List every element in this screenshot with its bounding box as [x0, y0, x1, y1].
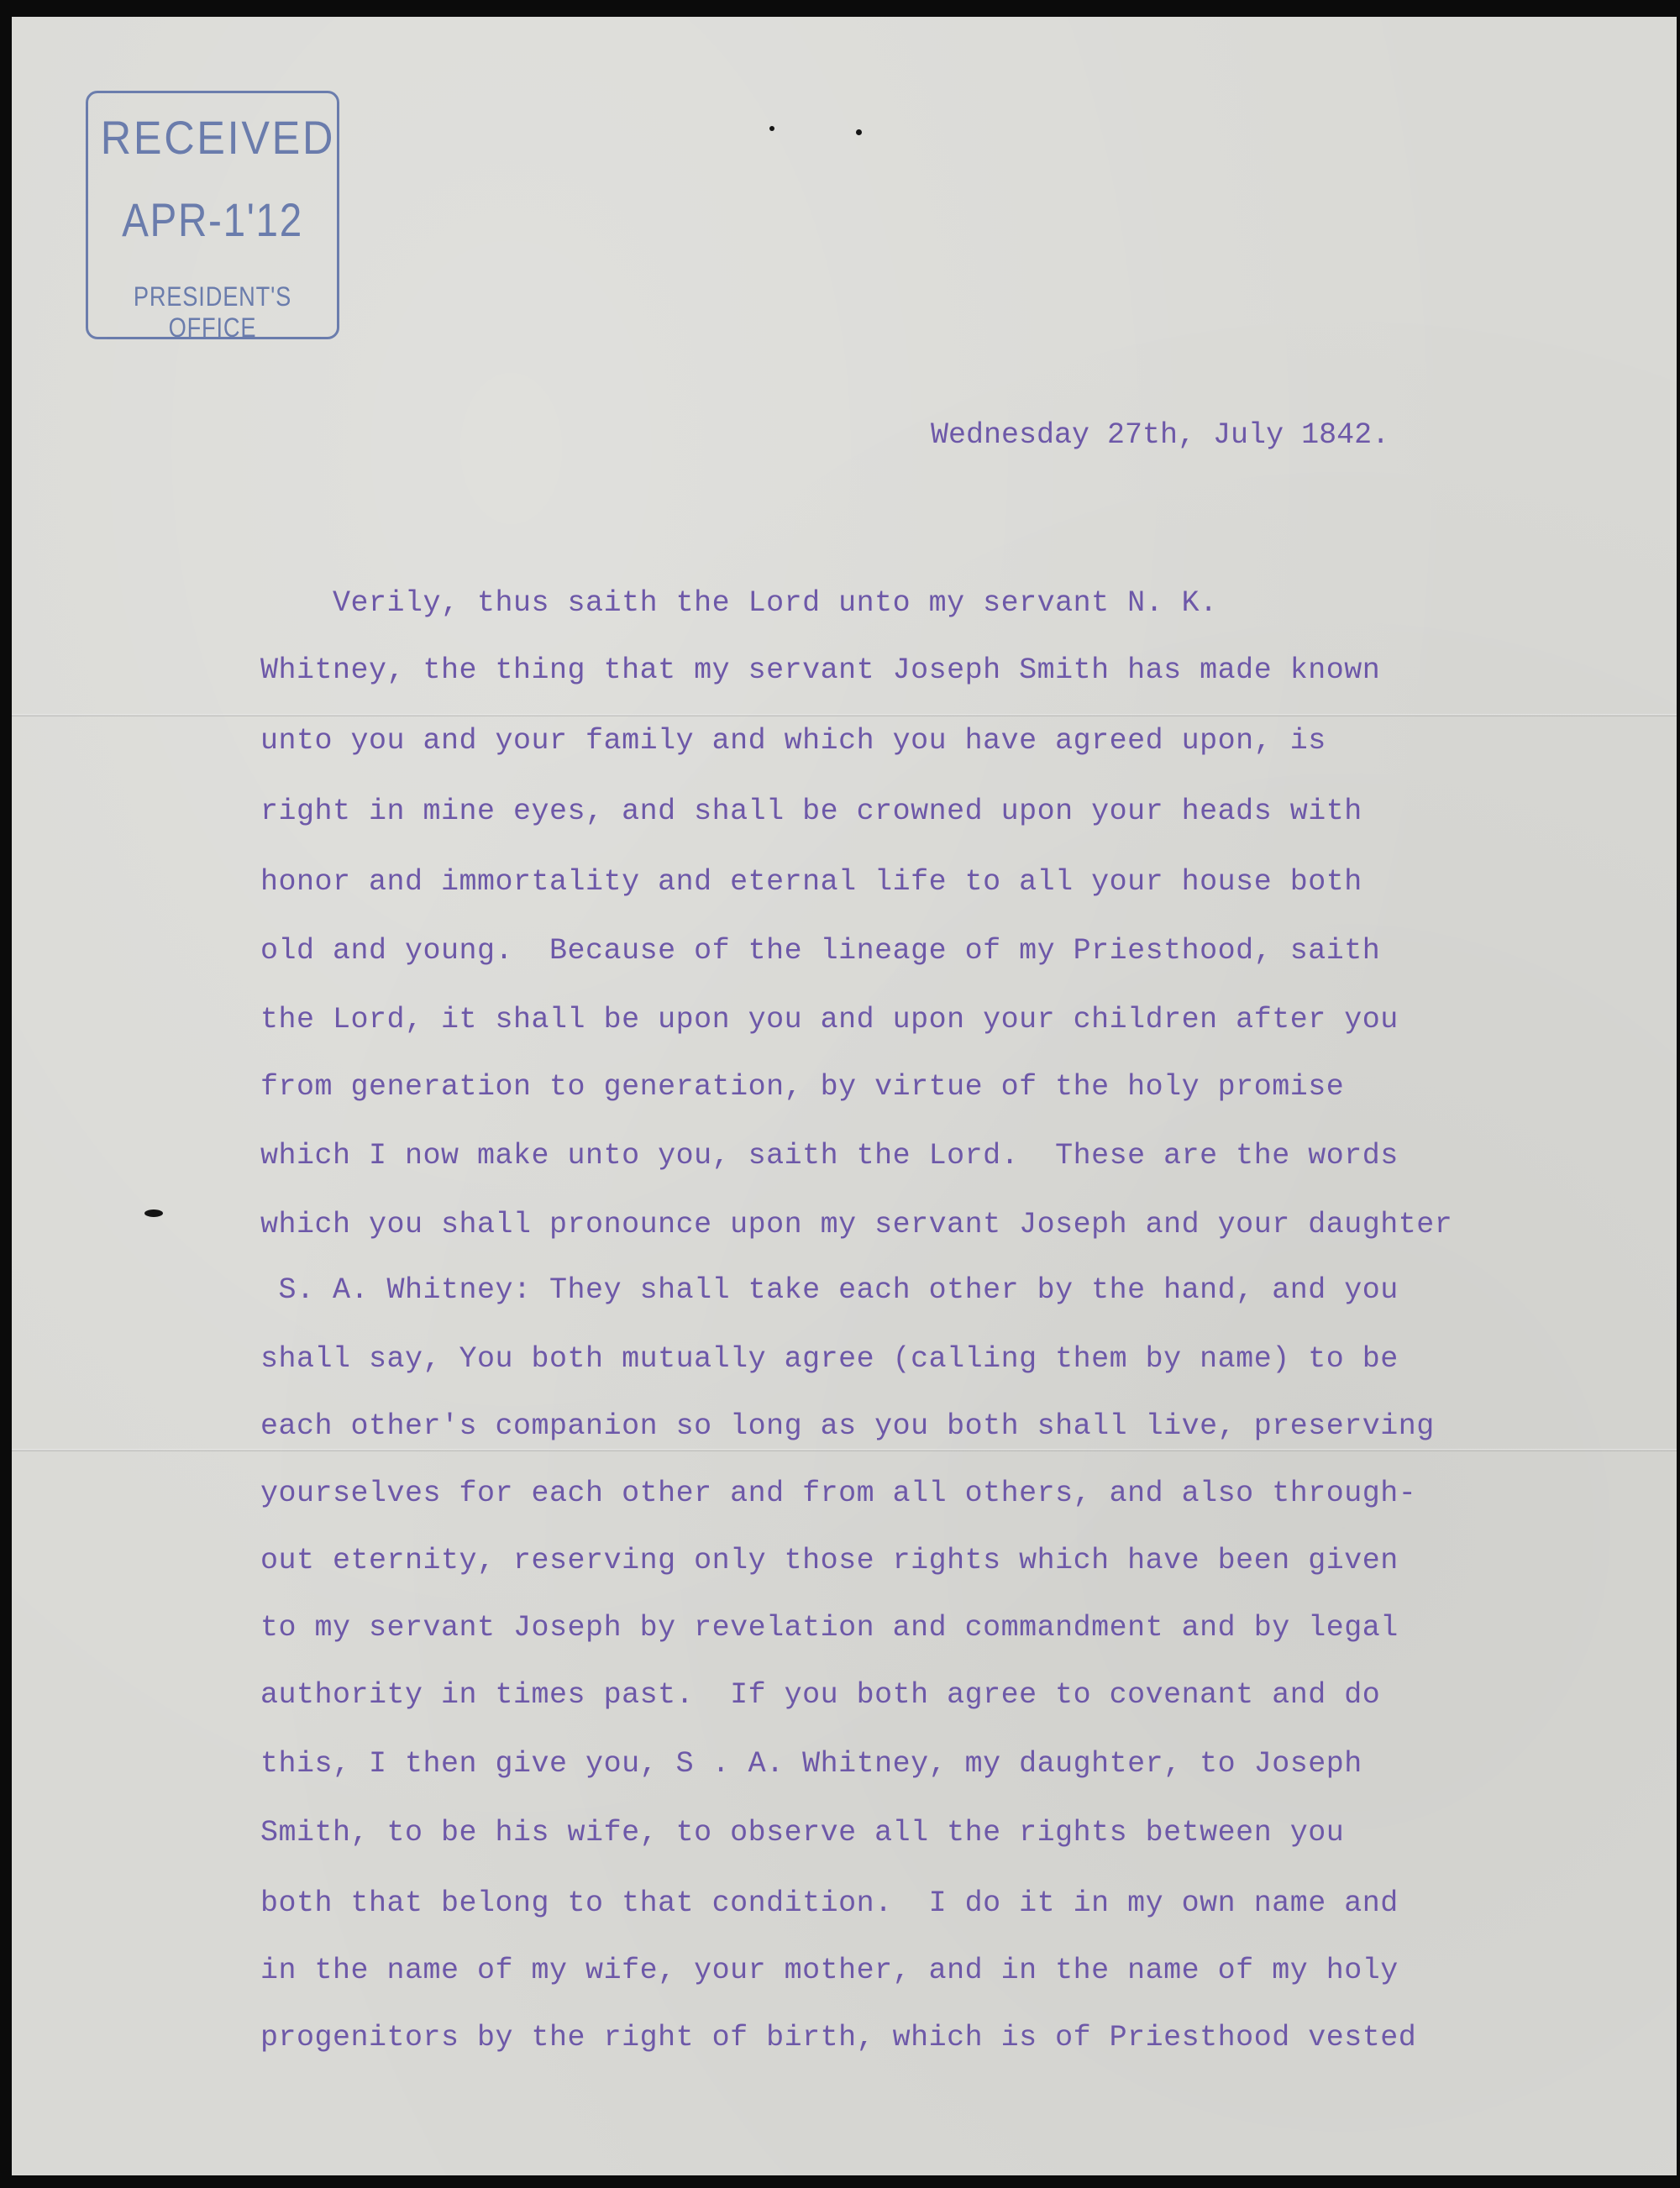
document-page: [12, 17, 1677, 2175]
letter-line: Verily, thus saith the Lord unto my servant N. K.: [260, 586, 1218, 620]
ink-spot: [144, 1209, 163, 1217]
letter-line: from generation to generation, by virtue of the holy promise: [260, 1070, 1345, 1104]
letter-line: shall say, You both mutually agree (calling them by name) to be: [260, 1342, 1399, 1376]
stamp-date-text: APR-1'12: [122, 193, 303, 246]
letter-line: right in mine eyes, and shall be crowned upon your heads with: [260, 795, 1362, 828]
letter-line: which you shall pronounce upon my servant Joseph and your daughter: [260, 1208, 1453, 1241]
letter-line: Whitney, the thing that my servant Joseph Smith has made known: [260, 653, 1381, 687]
letter-line: honor and immortality and eternal life to all your house both: [260, 865, 1362, 899]
stamp-received-text: RECEIVED: [100, 111, 336, 164]
letter-line: which I now make unto you, saith the Lord. These are the words: [260, 1139, 1399, 1173]
received-stamp: [86, 91, 339, 343]
letter-line: in the name of my wife, your mother, and in the name of my holy: [260, 1954, 1399, 1987]
letter-line: the Lord, it shall be upon you and upon your children after you: [260, 1003, 1399, 1036]
ink-spot: [856, 129, 862, 135]
letter-line: unto you and your family and which you have agreed upon, is: [260, 724, 1326, 758]
letter-line: S. A. Whitney: They shall take each other by the hand, and you: [260, 1273, 1399, 1307]
stamp-office-text: PRESIDENT'S OFFICE: [133, 281, 292, 343]
letter-line: Smith, to be his wife, to observe all the rights between you: [260, 1816, 1345, 1850]
letter-line: authority in times past. If you both agree to covenant and do: [260, 1678, 1381, 1712]
letter-line: this, I then give you, S . A. Whitney, my daughter, to Joseph: [260, 1747, 1362, 1781]
ink-spot: [769, 126, 774, 131]
letter-line: each other's companion so long as you both shall live, preserving: [260, 1409, 1435, 1443]
letter-line: progenitors by the right of birth, which is of Priesthood vested: [260, 2021, 1417, 2054]
letter-date: Wednesday 27th, July 1842.: [931, 418, 1390, 452]
letter-line: old and young. Because of the lineage of my Priesthood, saith: [260, 934, 1381, 968]
letter-line: yourselves for each other and from all others, and also through-: [260, 1477, 1417, 1510]
letter-line: out eternity, reserving only those rights which have been given: [260, 1544, 1399, 1577]
fold-crease: [12, 1449, 1677, 1451]
fold-crease: [12, 714, 1677, 716]
letter-line: both that belong to that condition. I do it in my own name and: [260, 1886, 1399, 1920]
letter-line: to my servant Joseph by revelation and commandment and by legal: [260, 1611, 1399, 1645]
